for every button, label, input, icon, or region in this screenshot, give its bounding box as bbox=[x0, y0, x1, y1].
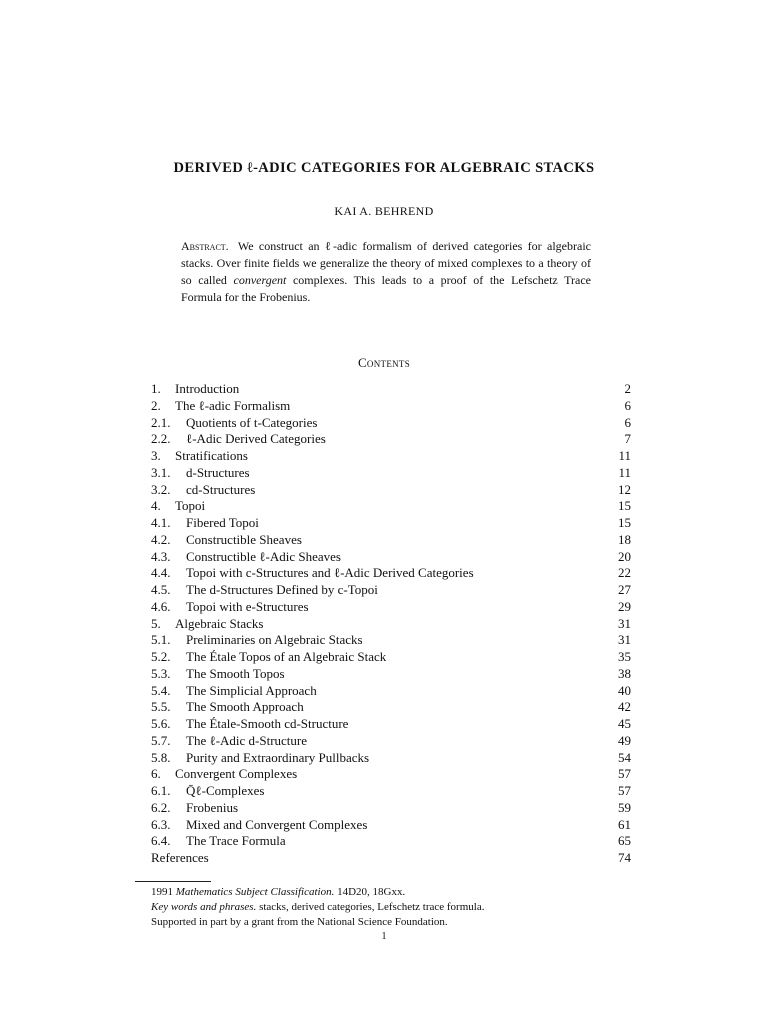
toc-entry-number: 6.3. bbox=[151, 816, 171, 832]
toc-entry-title: The Étale-Smooth cd-Structure bbox=[186, 716, 349, 731]
toc-entry-page: 15 bbox=[618, 515, 631, 530]
toc-entry-page: 11 bbox=[618, 448, 631, 463]
toc-entry-number: 4.3. bbox=[151, 548, 171, 564]
toc-entry-number: 6.4. bbox=[151, 833, 171, 849]
footnote-msc bbox=[151, 885, 631, 900]
toc-entry bbox=[151, 766, 631, 783]
toc-entry-number: 2.1. bbox=[151, 414, 171, 430]
toc-entry-page: 6 bbox=[624, 397, 631, 413]
toc-entry bbox=[151, 833, 631, 850]
footnotes bbox=[151, 885, 631, 930]
toc-entry-number: 5.8. bbox=[151, 749, 171, 765]
page-number: 1 bbox=[381, 931, 387, 942]
toc-entry bbox=[151, 733, 631, 750]
toc-entry-title: Frobenius bbox=[186, 799, 238, 815]
abstract-text-before: We construct an ℓ-adic formalism of derived categories for algebraic stacks. Over finite fields we generalize the theory of mixed complexes to a theory of so called bbox=[181, 239, 591, 287]
toc-entry bbox=[151, 666, 631, 683]
toc-entry-title: Fibered Topoi bbox=[186, 515, 259, 530]
footnote-rule bbox=[135, 881, 211, 882]
toc-entry-title: ℓ-Adic Derived Categories bbox=[186, 431, 326, 447]
toc-entry-title: References bbox=[151, 850, 209, 865]
abstract-emphasis: convergent bbox=[233, 273, 287, 287]
author-name: KAI A. BEHREND bbox=[334, 204, 434, 218]
toc-entry-title: Topoi bbox=[175, 498, 206, 514]
toc-entry-number: 4.2. bbox=[151, 531, 171, 547]
msc-codes: 14D20, 18Gxx. bbox=[337, 886, 406, 898]
toc-entry-page: 18 bbox=[618, 531, 631, 547]
toc-entry bbox=[151, 783, 631, 800]
toc-entry bbox=[151, 616, 631, 633]
toc-entry-number: 5.4. bbox=[151, 682, 171, 698]
toc-entry-page: 42 bbox=[618, 699, 631, 715]
toc-entry-number: 6.1. bbox=[151, 783, 171, 798]
toc-entry-title: The ℓ-adic Formalism bbox=[175, 397, 291, 413]
toc-entry-title: Introduction bbox=[175, 381, 240, 396]
toc-entry bbox=[151, 381, 631, 398]
toc-entry-page: 38 bbox=[618, 665, 631, 681]
toc-entry bbox=[151, 398, 631, 415]
toc-entry-title: Quotients of t-Categories bbox=[186, 414, 318, 430]
toc-entry-title: The Étale Topos of an Algebraic Stack bbox=[186, 649, 387, 664]
toc-entry-number: 3.1. bbox=[151, 464, 171, 480]
toc-entry-title: cd-Structures bbox=[186, 481, 256, 497]
toc-entry-title: The Smooth Topos bbox=[186, 665, 285, 681]
msc-label: Mathematics Subject Classification. bbox=[175, 886, 335, 898]
toc-entry-number: 1. bbox=[151, 381, 161, 396]
toc-entry-number: 4.5. bbox=[151, 582, 171, 597]
toc-entry-number: 3.2. bbox=[151, 481, 171, 497]
toc-entry-number: 4. bbox=[151, 498, 161, 514]
toc-entry bbox=[151, 649, 631, 666]
toc-entry-page: 7 bbox=[624, 431, 631, 447]
toc-entry-title: Topoi with c-Structures and ℓ-Adic Derived Categories bbox=[186, 565, 474, 581]
toc-entry-page: 20 bbox=[618, 548, 631, 564]
toc-entry-page: 29 bbox=[618, 598, 631, 614]
toc-entry bbox=[151, 850, 631, 867]
toc-entry-title: The Simplicial Approach bbox=[186, 682, 317, 698]
toc-entry-number: 5.7. bbox=[151, 732, 171, 748]
toc-entry-page: 57 bbox=[618, 783, 631, 798]
toc-entry bbox=[151, 448, 631, 465]
toc-entry-page: 11 bbox=[618, 464, 631, 480]
toc-entry-page: 74 bbox=[618, 850, 631, 865]
toc-entry bbox=[151, 482, 631, 499]
toc-entry-page: 61 bbox=[618, 816, 631, 832]
toc-entry-title: Algebraic Stacks bbox=[175, 615, 264, 631]
toc-entry bbox=[151, 431, 631, 448]
toc-entry-page: 45 bbox=[618, 716, 631, 731]
toc-entry-number: 5.1. bbox=[151, 632, 171, 648]
toc-entry-title: d-Structures bbox=[186, 464, 250, 480]
toc-entry-number: 2.2. bbox=[151, 431, 171, 447]
abstract bbox=[181, 238, 591, 306]
toc-entry bbox=[151, 817, 631, 834]
toc-entry-title: Constructible Sheaves bbox=[186, 531, 302, 547]
toc-entry bbox=[151, 599, 631, 616]
toc-entry-title: The Smooth Approach bbox=[186, 699, 304, 715]
footnote-support: Supported in part by a grant from the National Science Foundation. bbox=[151, 916, 448, 928]
toc-entry bbox=[151, 750, 631, 767]
toc-entry-page: 59 bbox=[618, 799, 631, 815]
toc-entry-title: The ℓ-Adic d-Structure bbox=[186, 732, 308, 748]
table-of-contents bbox=[151, 381, 631, 867]
toc-entry-number: 6.2. bbox=[151, 799, 171, 815]
toc-entry-title: Topoi with e-Structures bbox=[186, 598, 309, 614]
msc-year: 1991 bbox=[151, 886, 173, 898]
keywords-label: Key words and phrases. bbox=[151, 901, 257, 913]
toc-entry bbox=[151, 683, 631, 700]
toc-entry-page: 31 bbox=[618, 632, 631, 648]
toc-entry-page: 12 bbox=[618, 481, 631, 497]
toc-entry-title: Constructible ℓ-Adic Sheaves bbox=[186, 548, 341, 564]
toc-entry-page: 2 bbox=[624, 381, 631, 396]
toc-entry-page: 54 bbox=[618, 749, 631, 765]
toc-entry-title: Convergent Complexes bbox=[175, 766, 298, 782]
toc-entry-page: 6 bbox=[624, 414, 631, 430]
keywords-text: stacks, derived categories, Lefschetz trace formula. bbox=[259, 901, 485, 913]
abstract-label: Abstract. bbox=[181, 239, 229, 253]
toc-entry-number: 5.2. bbox=[151, 649, 171, 664]
toc-entry-page: 40 bbox=[618, 682, 631, 698]
toc-entry-page: 15 bbox=[618, 498, 631, 514]
toc-entry-page: 22 bbox=[618, 565, 631, 581]
toc-entry-number: 4.1. bbox=[151, 515, 171, 530]
contents-heading: Contents bbox=[357, 355, 411, 370]
toc-entry-number: 5.5. bbox=[151, 699, 171, 715]
toc-entry bbox=[151, 465, 631, 482]
toc-entry bbox=[151, 532, 631, 549]
toc-entry-title: Stratifications bbox=[175, 448, 248, 463]
toc-entry-number: 5. bbox=[151, 615, 161, 631]
toc-entry-page: 49 bbox=[618, 732, 631, 748]
toc-entry-number: 3. bbox=[151, 448, 161, 463]
toc-entry-title: The Trace Formula bbox=[186, 833, 286, 849]
paper-title: DERIVED ℓ-ADIC CATEGORIES FOR ALGEBRAIC STACKS bbox=[173, 160, 595, 176]
toc-entry-title: Mixed and Convergent Complexes bbox=[186, 816, 368, 832]
toc-entry bbox=[151, 565, 631, 582]
toc-entry bbox=[151, 498, 631, 515]
toc-entry-page: 57 bbox=[618, 766, 631, 782]
toc-entry bbox=[151, 632, 631, 649]
toc-entry bbox=[151, 582, 631, 599]
footnote-keywords bbox=[151, 900, 631, 915]
toc-entry-number: 2. bbox=[151, 397, 161, 413]
toc-entry-number: 5.3. bbox=[151, 665, 171, 681]
toc-entry-page: 35 bbox=[618, 649, 631, 664]
toc-entry-page: 31 bbox=[618, 615, 631, 631]
toc-entry-title: The d-Structures Defined by c-Topoi bbox=[186, 582, 378, 597]
toc-entry-page: 65 bbox=[618, 833, 631, 849]
toc-entry-title: Q̄ℓ-Complexes bbox=[186, 783, 265, 798]
toc-entry-number: 4.6. bbox=[151, 598, 171, 614]
abstract-text-after: complexes. This leads to a proof of the Lefschetz Trace Formula for the Frobenius. bbox=[181, 273, 591, 304]
toc-entry-title: Purity and Extraordinary Pullbacks bbox=[186, 749, 370, 765]
toc-entry-number: 5.6. bbox=[151, 716, 171, 731]
toc-entry-title: Preliminaries on Algebraic Stacks bbox=[186, 632, 363, 648]
toc-entry-number: 4.4. bbox=[151, 565, 171, 581]
toc-entry-number: 6. bbox=[151, 766, 161, 782]
toc-entry bbox=[151, 716, 631, 733]
toc-entry bbox=[151, 699, 631, 716]
toc-entry bbox=[151, 415, 631, 432]
toc-entry-page: 27 bbox=[618, 582, 631, 597]
toc-entry bbox=[151, 800, 631, 817]
toc-entry bbox=[151, 549, 631, 566]
toc-entry bbox=[151, 515, 631, 532]
